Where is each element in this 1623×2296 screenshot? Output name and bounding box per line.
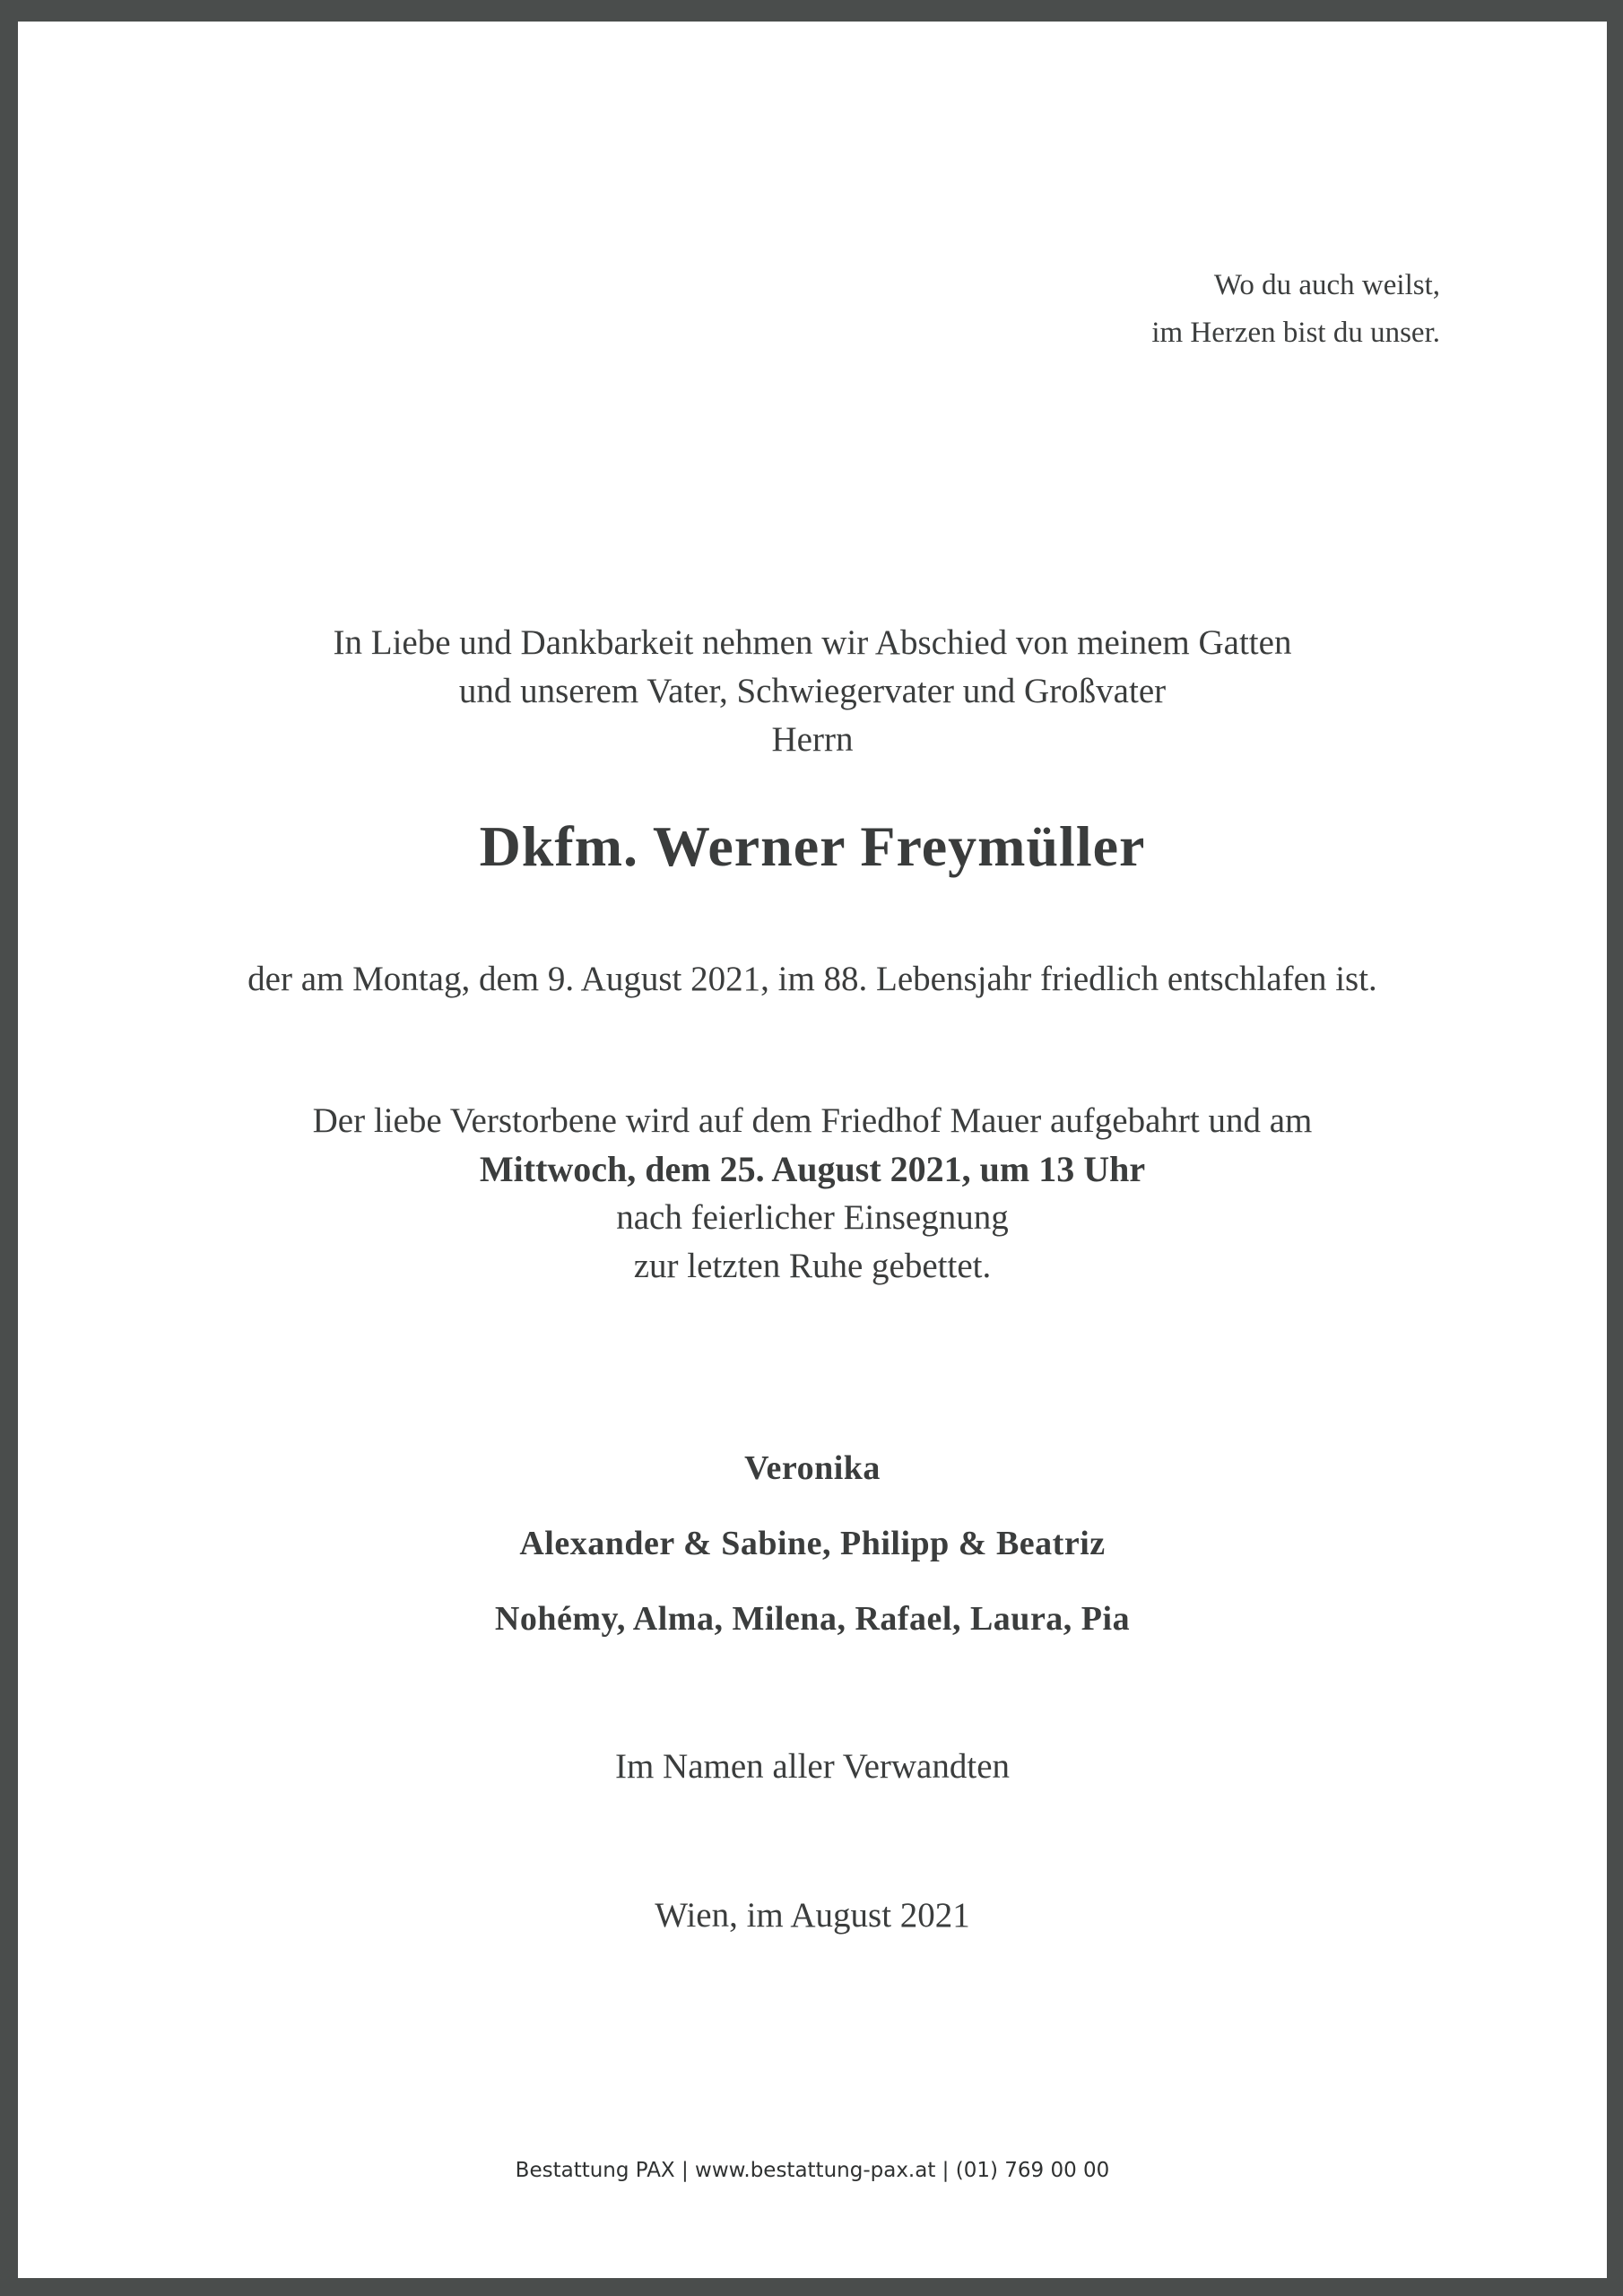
on-behalf-line: Im Namen aller Verwandten: [614, 1747, 1011, 1786]
obituary-sheet: [18, 22, 1607, 2278]
funeral-date-time: Mittwoch, dem 25. August 2021, um 13 Uhr: [479, 1149, 1146, 1189]
funeral-line-4: zur letzten Ruhe gebettet.: [633, 1247, 992, 1285]
motto-line-1: Wo du auch weilst,: [1213, 269, 1440, 301]
death-notice: der am Montag, dem 9. August 2021, im 88. Lebensjahr friedlich entschlafen ist.: [247, 960, 1377, 998]
deceased-name: Dkfm. Werner Freymüller: [479, 814, 1146, 878]
intro-line-1: In Liebe und Dankbarkeit nehmen wir Abschied von meinem Gatten: [333, 623, 1292, 662]
funeral-home-footer: Bestattung PAX | www.bestattung-pax.at | (01) 769 00 00: [515, 2159, 1110, 2182]
funeral-line-3: nach feierlicher Einsegnung: [616, 1198, 1009, 1237]
funeral-line-1: Der liebe Verstorbene wird auf dem Friedhof Mauer aufgebahrt und am: [312, 1101, 1313, 1140]
intro-line-2: und unserem Vater, Schwiegervater und Großvater: [458, 672, 1167, 710]
motto-line-2: im Herzen bist du unser.: [1151, 317, 1440, 349]
place-date: Wien, im August 2021: [655, 1896, 970, 1935]
mourner-spouse: Veronika: [744, 1449, 881, 1487]
mourner-grandchildren: Nohémy, Alma, Milena, Rafael, Laura, Pia: [494, 1600, 1131, 1638]
mourner-children: Alexander & Sabine, Philipp & Beatriz: [519, 1525, 1106, 1562]
motto: [1151, 262, 1440, 357]
intro-line-3: Herrn: [771, 720, 854, 759]
